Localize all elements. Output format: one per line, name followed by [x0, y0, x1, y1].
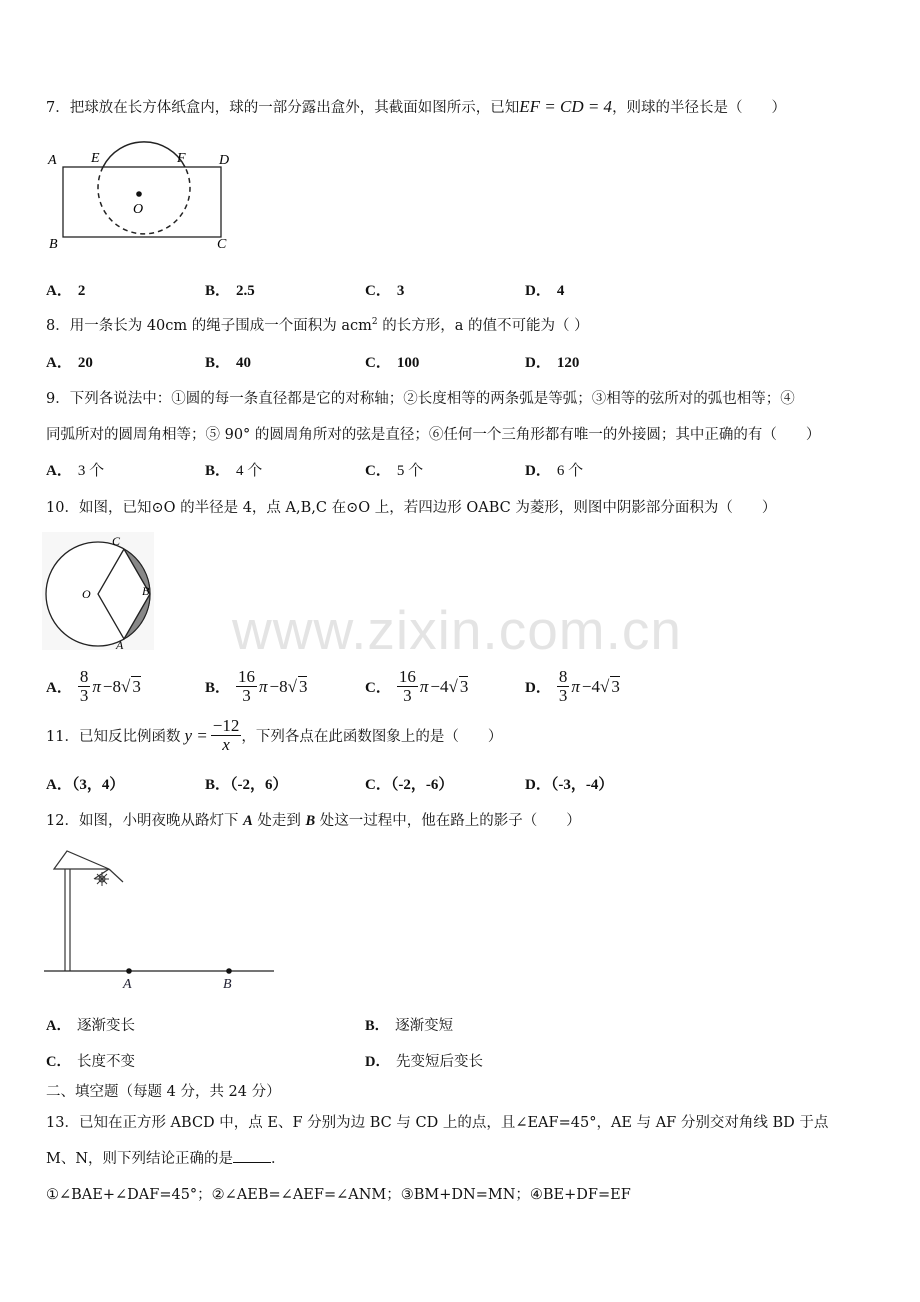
option-label: C．	[365, 680, 391, 696]
option-label: D．	[525, 355, 551, 371]
option-value: 4 个	[236, 463, 263, 479]
option-label: A．	[46, 283, 72, 299]
pi: π	[92, 676, 101, 696]
frac-num: 8	[558, 667, 568, 686]
label-c: C	[112, 534, 121, 548]
option-label: D．	[525, 680, 551, 696]
q8-option-a[interactable]	[46, 351, 93, 372]
question-12-stem	[46, 809, 581, 830]
q11-option-d[interactable]	[525, 773, 613, 794]
q7-text-after: ，则球的半径长是（ ）	[612, 100, 787, 116]
option-label: C．	[46, 1054, 71, 1070]
q12-option-a[interactable]	[46, 1014, 135, 1035]
frac-den: x	[222, 735, 230, 754]
q12-text: 处走到	[252, 813, 306, 829]
q10-option-c[interactable]	[365, 668, 468, 705]
question-8-stem	[46, 314, 589, 335]
option-value: 100	[396, 355, 420, 371]
label-o: O	[133, 202, 144, 217]
radicand: 3	[132, 677, 141, 696]
label-c: C	[217, 237, 227, 252]
option-label: B．	[205, 283, 231, 299]
q9-option-a[interactable]	[46, 459, 104, 480]
q7-option-c[interactable]	[365, 279, 404, 300]
q13-text-after: ．	[271, 1151, 286, 1167]
option-value: 逐渐变短	[395, 1018, 454, 1034]
q7-option-d[interactable]	[525, 279, 564, 300]
coef: −8	[102, 676, 121, 696]
radicand: 3	[298, 677, 308, 696]
q10-option-b[interactable]	[205, 668, 307, 705]
option-label: A．	[46, 463, 72, 479]
lamp-icon	[95, 872, 109, 886]
option-value: 3 个	[77, 463, 105, 479]
q11-fraction	[211, 717, 242, 754]
frac-num: 8	[79, 667, 89, 686]
option-value: 2.5	[236, 283, 255, 299]
pi: π	[259, 676, 268, 696]
label-e: E	[91, 151, 100, 166]
pi: π	[419, 676, 429, 696]
option-label: B．	[205, 777, 231, 793]
q9-option-b[interactable]	[205, 459, 262, 480]
question-9-line-2: 同弧所对的圆周角相等；⑤ 90° 的圆周角所对的弦是直径；⑥任何一个三角形都有唯一的外接圆；其中正确的有（ ）	[46, 427, 821, 443]
frac-num: 16	[398, 667, 416, 686]
option-value: 20	[77, 355, 93, 371]
question-13-line-1: 13．已知在正方形 ABCD 中，点 E、F 分别为边 BC 与 CD 上的点，且∠EAF=45°，AE 与 AF 分别交对角线 BD 于点	[46, 1115, 829, 1131]
option-value: 3	[396, 283, 405, 299]
q12-point-a: A	[243, 813, 253, 829]
label-o: O	[82, 587, 91, 601]
option-label: C．	[365, 283, 391, 299]
option-label: D．	[365, 1054, 390, 1070]
question-11-stem	[46, 717, 502, 754]
q8-option-d[interactable]	[525, 351, 579, 372]
option-label: A．	[46, 777, 72, 793]
option-label: B．	[205, 355, 231, 371]
q7-figure	[45, 145, 235, 255]
option-expression: $\frac{16}{3}$ π −8 √ 3	[238, 667, 308, 705]
option-value: （-3，-4）	[550, 777, 614, 793]
q11-option-b[interactable]	[205, 773, 288, 794]
question-7-stem	[46, 96, 786, 117]
option-label: C．	[365, 777, 391, 793]
option-expression: $\frac{16}{3}$ π −4 √ 3	[398, 667, 469, 705]
option-label: A．	[46, 1018, 71, 1034]
option-expression: $\frac{8}{3}$ π −4 √ 3	[558, 667, 620, 705]
option-value: 6 个	[556, 463, 584, 479]
frac-den: 3	[403, 686, 412, 705]
option-label: D．	[525, 463, 551, 479]
option-value: （3，4）	[71, 777, 125, 793]
option-value: 5 个	[396, 463, 424, 479]
answer-blank[interactable]	[233, 1150, 271, 1163]
option-label: A．	[46, 355, 72, 371]
option-value: 120	[556, 355, 580, 371]
coef: −4	[430, 676, 449, 696]
watermark: www.zixin.com.cn	[232, 599, 682, 661]
label-b: B	[223, 977, 232, 992]
label-f: F	[177, 151, 186, 166]
frac-num: −12	[212, 716, 240, 735]
q10-option-d[interactable]	[525, 668, 620, 705]
coef: −4	[581, 676, 600, 696]
label-a: A	[48, 153, 57, 168]
coef: −8	[269, 676, 288, 696]
q9-option-d[interactable]	[525, 459, 583, 480]
option-label: A．	[46, 680, 72, 696]
question-10-stem: 10．如图，已知⊙O 的半径是 4，点 A,B,C 在⊙O 上，若四边形 OABC 为菱形，则图中阴影部分面积为（ ）	[46, 500, 777, 516]
option-label: B．	[365, 1018, 390, 1034]
q11-lhs: y =	[184, 725, 208, 745]
q12-point-b: B	[305, 813, 316, 829]
q8-sup: 2	[371, 317, 378, 328]
option-label: D．	[525, 777, 551, 793]
option-label: B．	[205, 680, 231, 696]
option-value: 2	[77, 283, 86, 299]
q8-text-after: 的长方形，a 的值不可能为（ ）	[377, 318, 589, 334]
question-13-line-2	[46, 1147, 286, 1168]
q9-option-c[interactable]	[365, 459, 423, 480]
label-a: A	[123, 977, 132, 992]
q7-text: 7．把球放在长方体纸盒内，球的一部分露出盒外，其截面如图所示，已知	[46, 100, 520, 116]
section-2-title: 二、填空题（每题 4 分，共 24 分）	[46, 1084, 281, 1100]
option-value: （-2，-6）	[390, 777, 454, 793]
option-value: 逐渐变长	[76, 1018, 135, 1034]
option-value: 40	[236, 355, 252, 371]
option-value: 长度不变	[76, 1054, 135, 1070]
q10-figure	[42, 532, 157, 650]
q8-text: 8．用一条长为 40cm 的绳子围成一个面积为 acm	[46, 318, 372, 334]
q12-text: 处这一过程中，他在路上的影子（ ）	[315, 813, 581, 829]
label-b: B	[49, 237, 58, 252]
question-9-line-1: 9．下列各说法中：①圆的每一条直径都是它的对称轴；②长度相等的两条弧是等弧；③相等的弦所对的弧也相等；④	[46, 391, 795, 407]
q12-text: 12．如图，小明夜晚从路灯下	[46, 813, 244, 829]
q12-option-b[interactable]	[365, 1014, 453, 1035]
option-label: C．	[365, 463, 391, 479]
label-b: B	[142, 584, 150, 598]
option-label: B．	[205, 463, 231, 479]
q11-text-after: ，下列各点在此函数图象上的是（ ）	[241, 729, 503, 745]
radicand: 3	[611, 677, 620, 696]
option-expression: $\frac{8}{3}$ π −8 √ 3	[79, 667, 141, 705]
q8-option-c[interactable]	[365, 351, 419, 372]
q12-option-d[interactable]	[365, 1050, 483, 1071]
option-label: D．	[525, 283, 551, 299]
q8-option-b[interactable]	[205, 351, 251, 372]
q12-figure	[42, 848, 277, 993]
q7-math: EF = CD = 4	[519, 97, 613, 116]
q11-text: 11．已知反比例函数	[46, 729, 181, 745]
q12-option-c[interactable]	[46, 1050, 135, 1071]
frac-den: 3	[79, 686, 89, 705]
label-d: D	[219, 153, 230, 168]
frac-den: 3	[242, 686, 251, 705]
radicand: 3	[459, 677, 469, 696]
option-value: （-2，6）	[230, 777, 288, 793]
label-a: A	[116, 638, 124, 652]
option-label: C．	[365, 355, 391, 371]
pi: π	[571, 676, 580, 696]
q7-option-a[interactable]	[46, 279, 85, 300]
q11-option-a[interactable]	[46, 773, 124, 794]
question-13-statements: ①∠BAE+∠DAF=45°；②∠AEB=∠AEF=∠ANM；③BM+DN=MN；④BE+DF=EF	[46, 1187, 631, 1203]
frac-num: 16	[238, 667, 256, 686]
q11-option-c[interactable]	[365, 773, 453, 794]
option-value: 先变短后变长	[395, 1054, 483, 1070]
frac-den: 3	[558, 686, 568, 705]
q7-option-b[interactable]	[205, 279, 255, 300]
q13-text: M、N，则下列结论正确的是	[46, 1151, 234, 1167]
q10-option-a[interactable]	[46, 668, 141, 705]
option-value: 4	[556, 283, 565, 299]
